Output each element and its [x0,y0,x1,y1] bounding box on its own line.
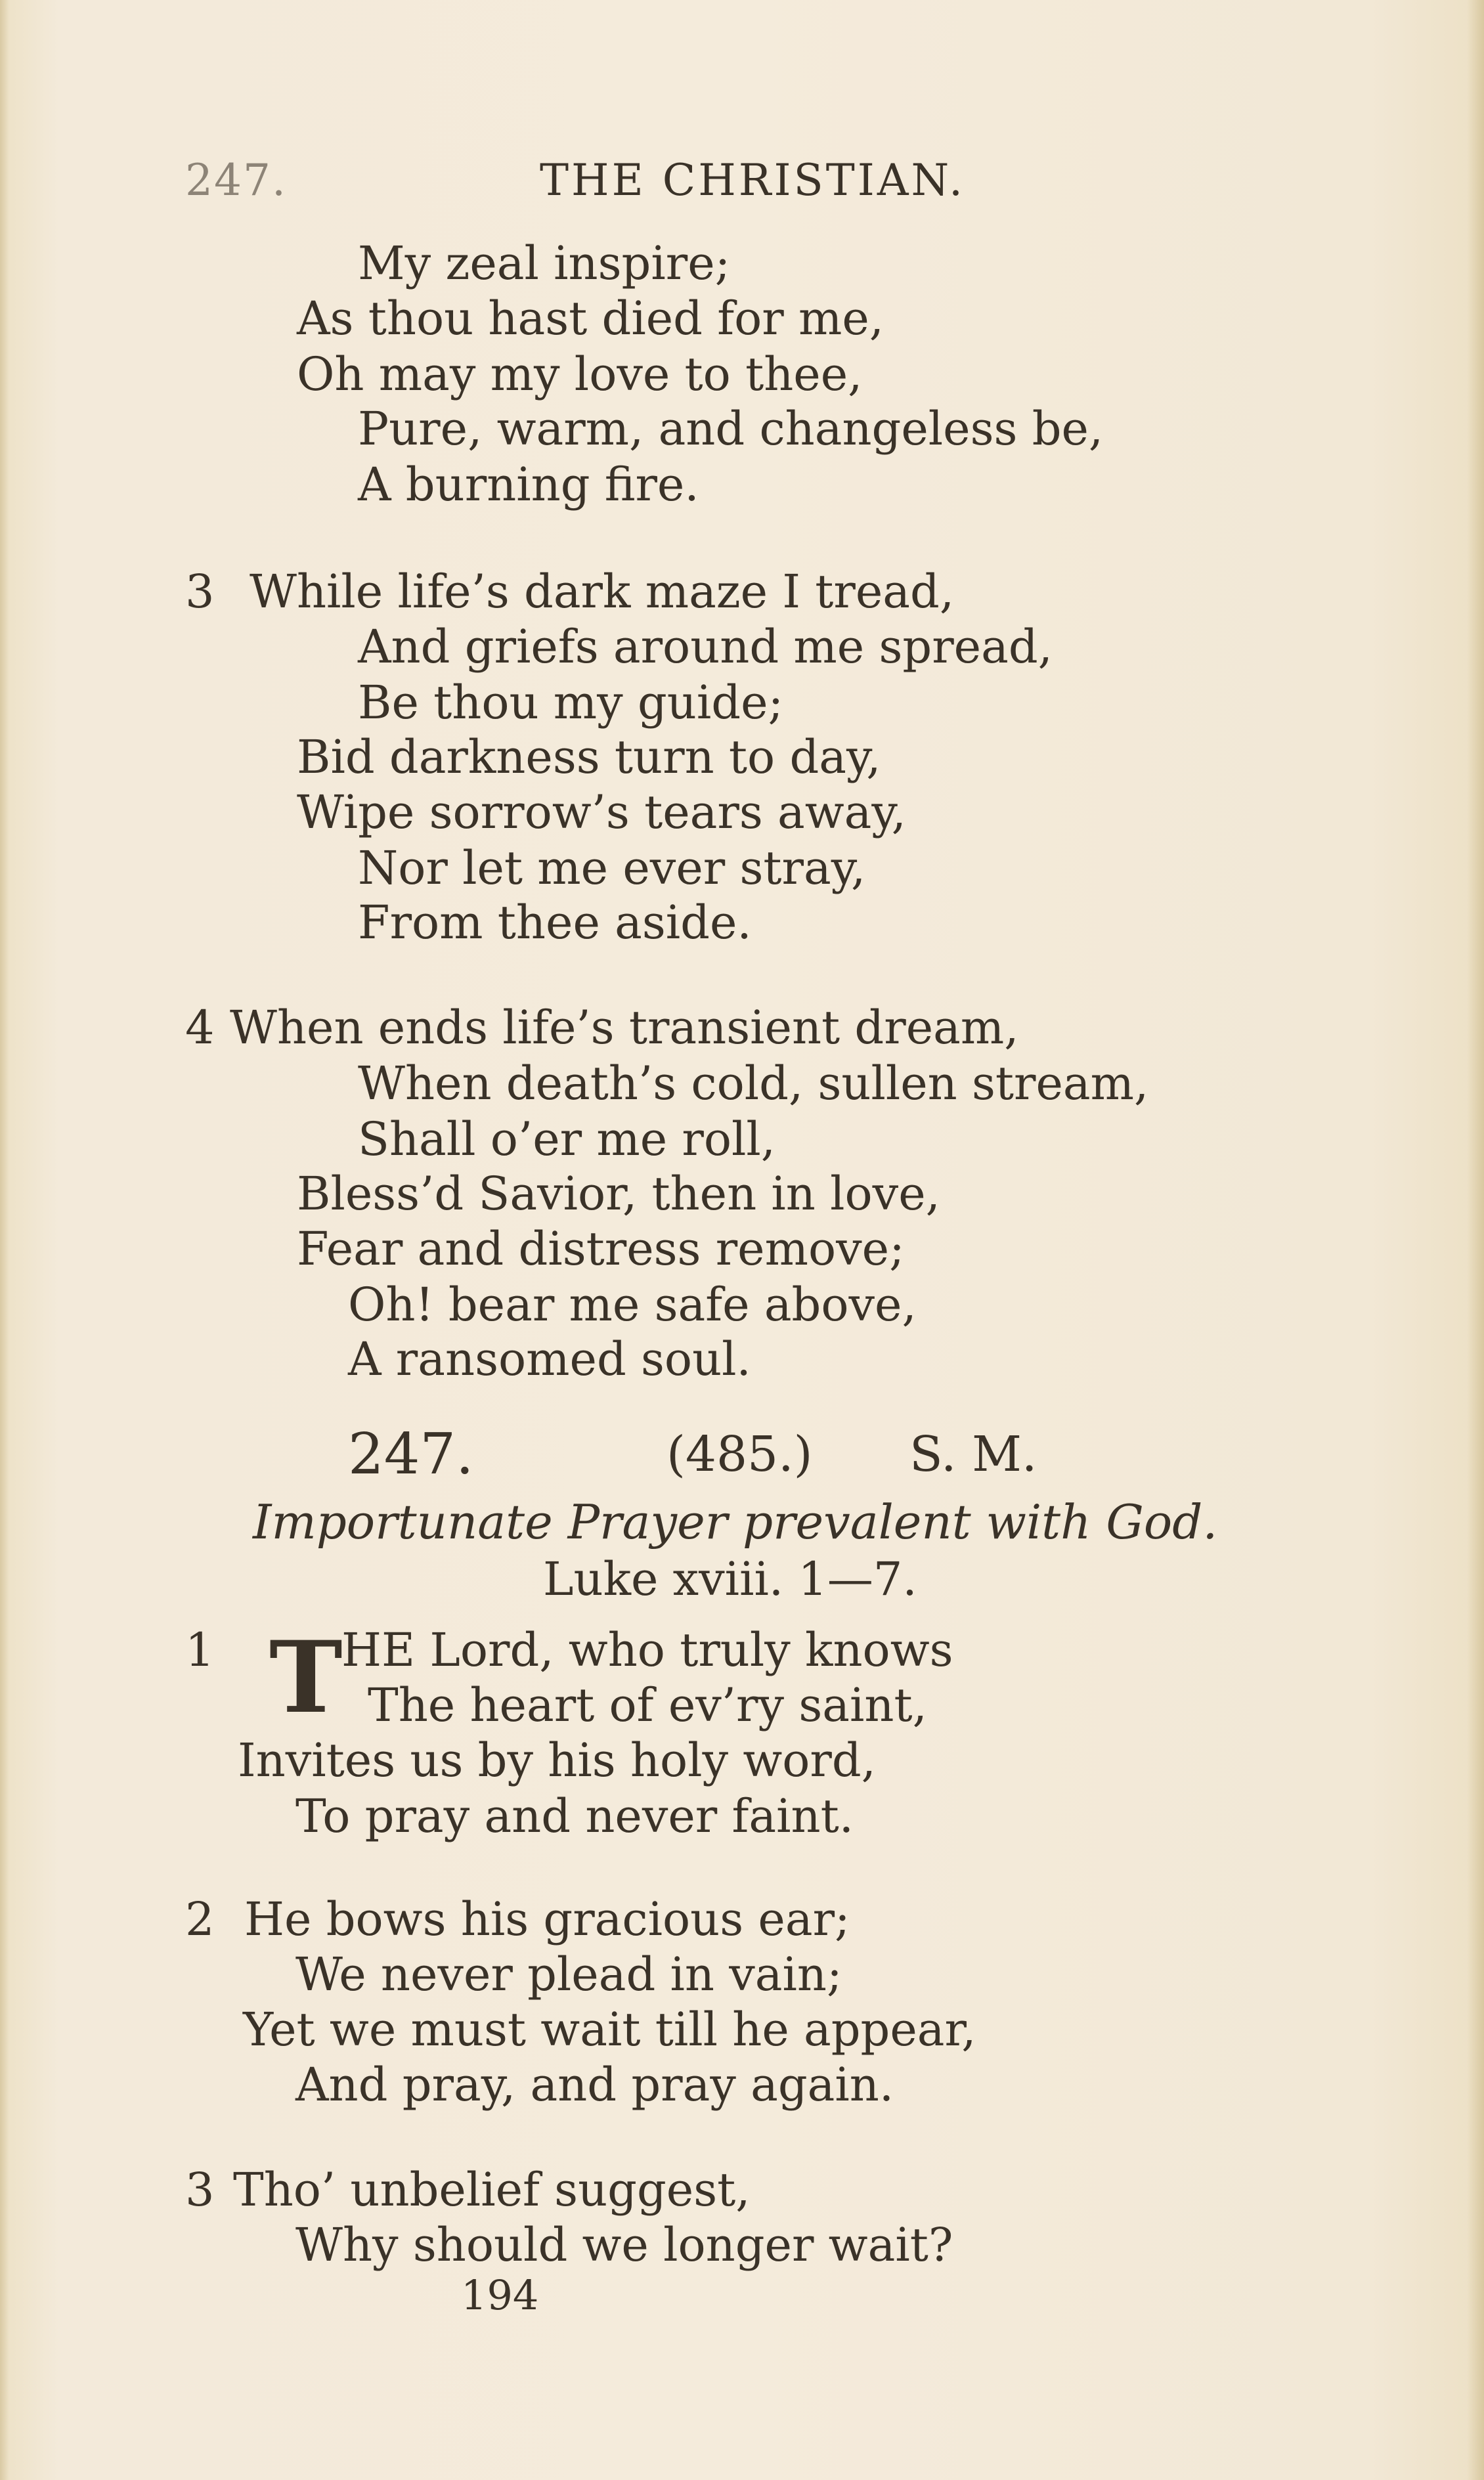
verse-line: Why should we longer wait? [295,2218,953,2272]
verse-line: When death’s cold, sullen stream, [358,1056,1149,1110]
verse-line: Shall o’er me roll, [358,1112,776,1166]
page-edge-right [1467,0,1484,2480]
verse-line: Fear and distress remove; [297,1222,905,1276]
verse-line: And griefs around me spread, [358,620,1053,674]
page-edge-left [0,0,9,2480]
verse-line: As thou hast died for me, [297,292,884,345]
verse-line: From thee aside. [358,896,752,949]
verse-number: 4 [185,1001,215,1055]
verse-line: A ransomed soul. [348,1332,751,1386]
hymn-meter: S. M. [909,1426,1037,1483]
verse-line: Invites us by his holy word, [238,1733,876,1787]
verse-number: 1 [185,1623,215,1677]
verse-number: 3 [185,565,215,619]
verse-line: Tho’ unbelief suggest, [233,2163,751,2217]
running-title: THE CHRISTIAN. [540,155,966,206]
verse-line: Yet we must wait till he appear, [243,2003,976,2056]
scripture-reference: Luke xviii. 1—7. [543,1552,917,1606]
verse-line: Bless’d Savior, then in love, [297,1167,940,1221]
verse-line: Nor let me ever stray, [358,841,866,895]
verse-line: While life’s dark maze I tread, [250,565,955,619]
hymn-subtitle: Importunate Prayer prevalent with God. [253,1494,1218,1550]
verse-line: Oh! bear me safe above, [348,1278,917,1332]
hymn-number: 247. [348,1422,474,1487]
verse-number: 3 [185,2163,215,2217]
verse-line: And pray, and pray again. [295,2058,894,2112]
verse-line: Bid darkness turn to day, [297,730,881,784]
signature-mark: 194 [461,2271,539,2319]
verse-line: To pray and never faint. [295,1789,854,1843]
verse-line: Be thou my guide; [358,676,784,729]
verse-line: The heart of ev’ry saint, [368,1678,927,1732]
verse-line: Oh may my love to thee, [297,347,863,401]
verse-line: He bows his gracious ear; [244,1892,850,1946]
hymn-alt-number: (485.) [666,1426,813,1483]
drop-cap: T [269,1620,343,1735]
verse-line: My zeal inspire; [358,236,731,290]
page-number: 247. [185,155,287,206]
verse-line: HE Lord, who truly knows [341,1623,953,1677]
verse-line: A burning fire. [358,458,699,511]
verse-line: When ends life’s transient dream, [230,1001,1019,1055]
verse-line: We never plead in vain; [295,1947,842,2001]
verse-line: Wipe sorrow’s tears away, [297,785,906,839]
verse-line: Pure, warm, and changeless be, [358,402,1104,456]
verse-number: 2 [185,1892,215,1946]
